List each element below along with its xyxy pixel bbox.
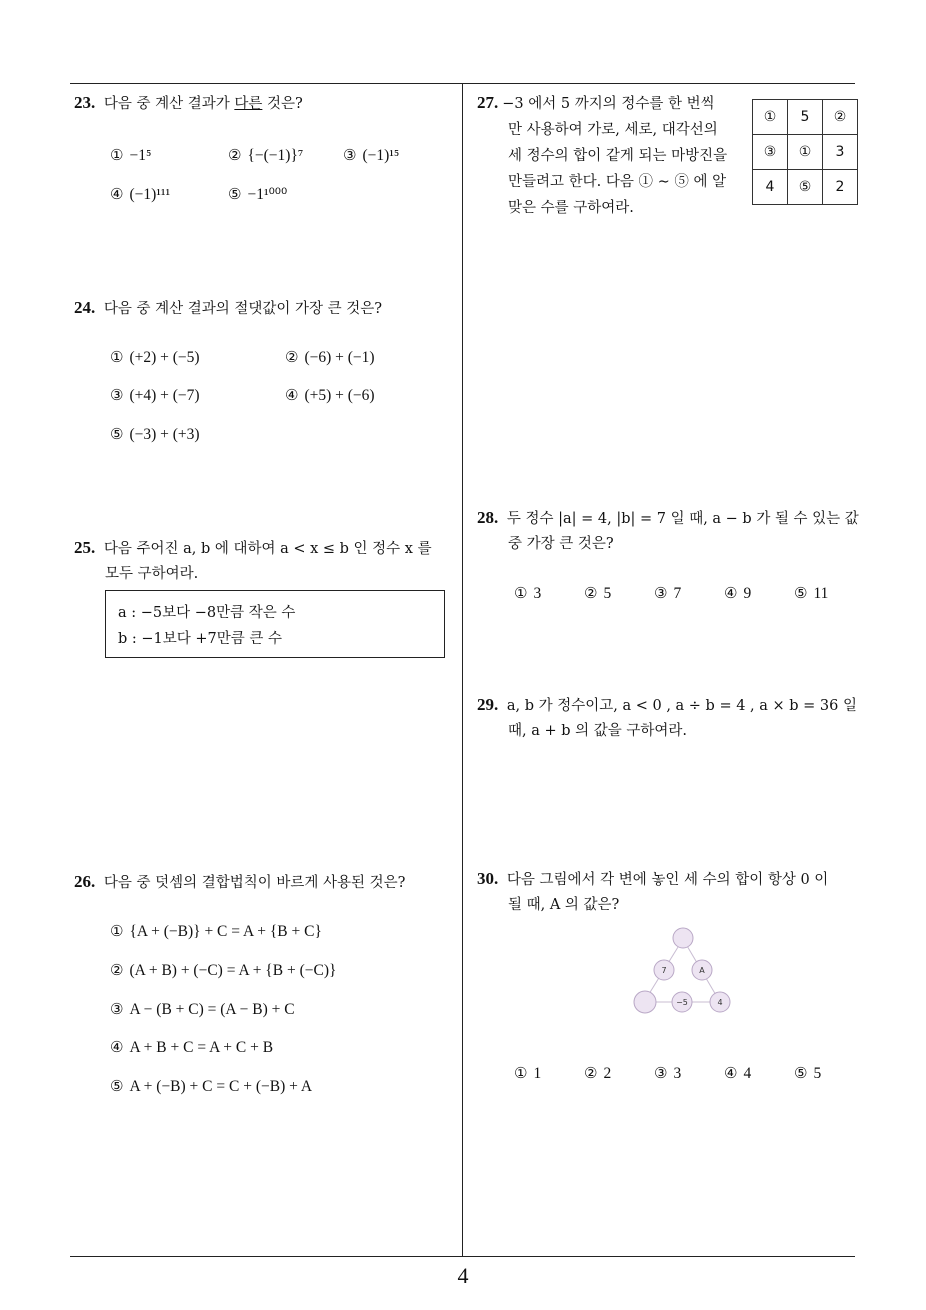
- question-number: 26.: [74, 872, 96, 891]
- grid-cell: ②: [823, 100, 858, 135]
- q24-option-3[interactable]: ③ (+4) + (−7): [110, 386, 200, 404]
- question-number: 27.: [477, 93, 499, 112]
- q24-option-2[interactable]: ② (−6) + (−1): [285, 348, 375, 366]
- question-number: 23.: [74, 93, 96, 112]
- grid-cell: ⑤: [788, 170, 823, 205]
- grid-cell: 4: [753, 170, 788, 205]
- question-30: 30. 다음 그림에서 각 변에 놓인 세 수의 합이 항상 0 이: [477, 869, 829, 888]
- q24-option-4[interactable]: ④ (+5) + (−6): [285, 386, 375, 404]
- question-number: 28.: [477, 508, 499, 527]
- question-25: 25. 다음 주어진 a, b 에 대하여 a < x ≤ b 인 정수 x 를: [74, 538, 432, 557]
- grid-cell: 3: [823, 135, 858, 170]
- question-number: 24.: [74, 298, 96, 317]
- q30-option-1[interactable]: ① 1: [514, 1064, 542, 1082]
- question-number: 25.: [74, 538, 96, 557]
- q30-option-2[interactable]: ② 2: [584, 1064, 612, 1082]
- q28-option-1[interactable]: ① 3: [514, 584, 542, 602]
- q25-condition-b: b : −1보다 +7만큼 큰 수: [118, 631, 283, 647]
- question-23: 23. 다음 중 계산 결과가 다른 것은?: [74, 93, 303, 112]
- q25-condition-box: [105, 590, 445, 658]
- grid-cell: 5: [788, 100, 823, 135]
- question-30-line2: 될 때, A 의 값은?: [508, 897, 620, 913]
- figure-label: 7: [661, 966, 667, 975]
- question-number: 29.: [477, 695, 499, 714]
- figure-circle-bottom-left: [634, 991, 656, 1013]
- triangle-figure: [628, 924, 740, 1020]
- question-28: 28. 두 정수 |a| = 4, |b| = 7 일 때, a − b 가 될 수 있는 값: [477, 508, 859, 527]
- q28-option-4[interactable]: ④ 9: [724, 584, 752, 602]
- q26-option-3[interactable]: ③ A − (B + C) = (A − B) + C: [110, 1000, 295, 1018]
- q30-option-3[interactable]: ③ 3: [654, 1064, 682, 1082]
- q24-option-1[interactable]: ① (+2) + (−5): [110, 348, 200, 366]
- question-28-line2: 중 가장 큰 것은?: [508, 536, 614, 552]
- q30-option-5[interactable]: ⑤ 5: [794, 1064, 822, 1082]
- figure-circle-top: [673, 928, 693, 948]
- question-29-line2: 때, a + b 의 값을 구하여라.: [508, 723, 688, 739]
- q26-option-1[interactable]: ① {A + (−B)} + C = A + {B + C}: [110, 922, 322, 940]
- q23-option-4[interactable]: ④ (−1)¹¹¹: [110, 185, 171, 203]
- figure-label: −5: [676, 998, 688, 1007]
- q26-option-4[interactable]: ④ A + B + C = A + C + B: [110, 1038, 274, 1056]
- question-27: 27. −3 에서 5 까지의 정수를 한 번씩 만 사용하여 가로, 세로, 대각선의 세 정수의 합이 같게 되는 마방진을 만들려고 한다. 다음 ① ∼ ⑤ 에 알 맞은 수를 구하여라.: [477, 93, 728, 216]
- figure-label: A: [699, 966, 705, 975]
- figure-label: 4: [717, 998, 723, 1007]
- q28-option-3[interactable]: ③ 7: [654, 584, 682, 602]
- q28-option-2[interactable]: ② 5: [584, 584, 612, 602]
- q23-option-5[interactable]: ⑤ −1¹⁰⁰⁰: [228, 185, 288, 203]
- magic-square-grid: [752, 99, 858, 205]
- grid-cell: 2: [823, 170, 858, 205]
- question-24: 24. 다음 중 계산 결과의 절댓값이 가장 큰 것은?: [74, 298, 383, 317]
- q23-option-1[interactable]: ① −1⁵: [110, 146, 152, 164]
- q30-option-4[interactable]: ④ 4: [724, 1064, 752, 1082]
- grid-cell: ③: [753, 135, 788, 170]
- q28-option-5[interactable]: ⑤ 11: [794, 584, 829, 602]
- question-26: 26. 다음 중 덧셈의 결합법칙이 바르게 사용된 것은?: [74, 872, 406, 891]
- q26-option-5[interactable]: ⑤ A + (−B) + C = C + (−B) + A: [110, 1077, 313, 1095]
- question-25-line2: 모두 구하여라.: [105, 566, 199, 582]
- q23-option-2[interactable]: ② {−(−1)}⁷: [228, 146, 304, 164]
- page-number: 4: [457, 1263, 469, 1288]
- question-number: 30.: [477, 869, 499, 888]
- q24-option-5[interactable]: ⑤ (−3) + (+3): [110, 425, 200, 443]
- q25-condition-a: a : −5보다 −8만큼 작은 수: [118, 605, 296, 621]
- bottom-rule: [70, 1256, 855, 1257]
- column-divider: [462, 83, 463, 1256]
- grid-cell: ①: [788, 135, 823, 170]
- q23-option-3[interactable]: ③ (−1)¹⁵: [343, 146, 400, 164]
- question-29: 29. a, b 가 정수이고, a < 0 , a ÷ b = 4 , a × b = 36 일: [477, 695, 857, 714]
- grid-cell: ①: [753, 100, 788, 135]
- q26-option-2[interactable]: ② (A + B) + (−C) = A + {B + (−C)}: [110, 961, 337, 979]
